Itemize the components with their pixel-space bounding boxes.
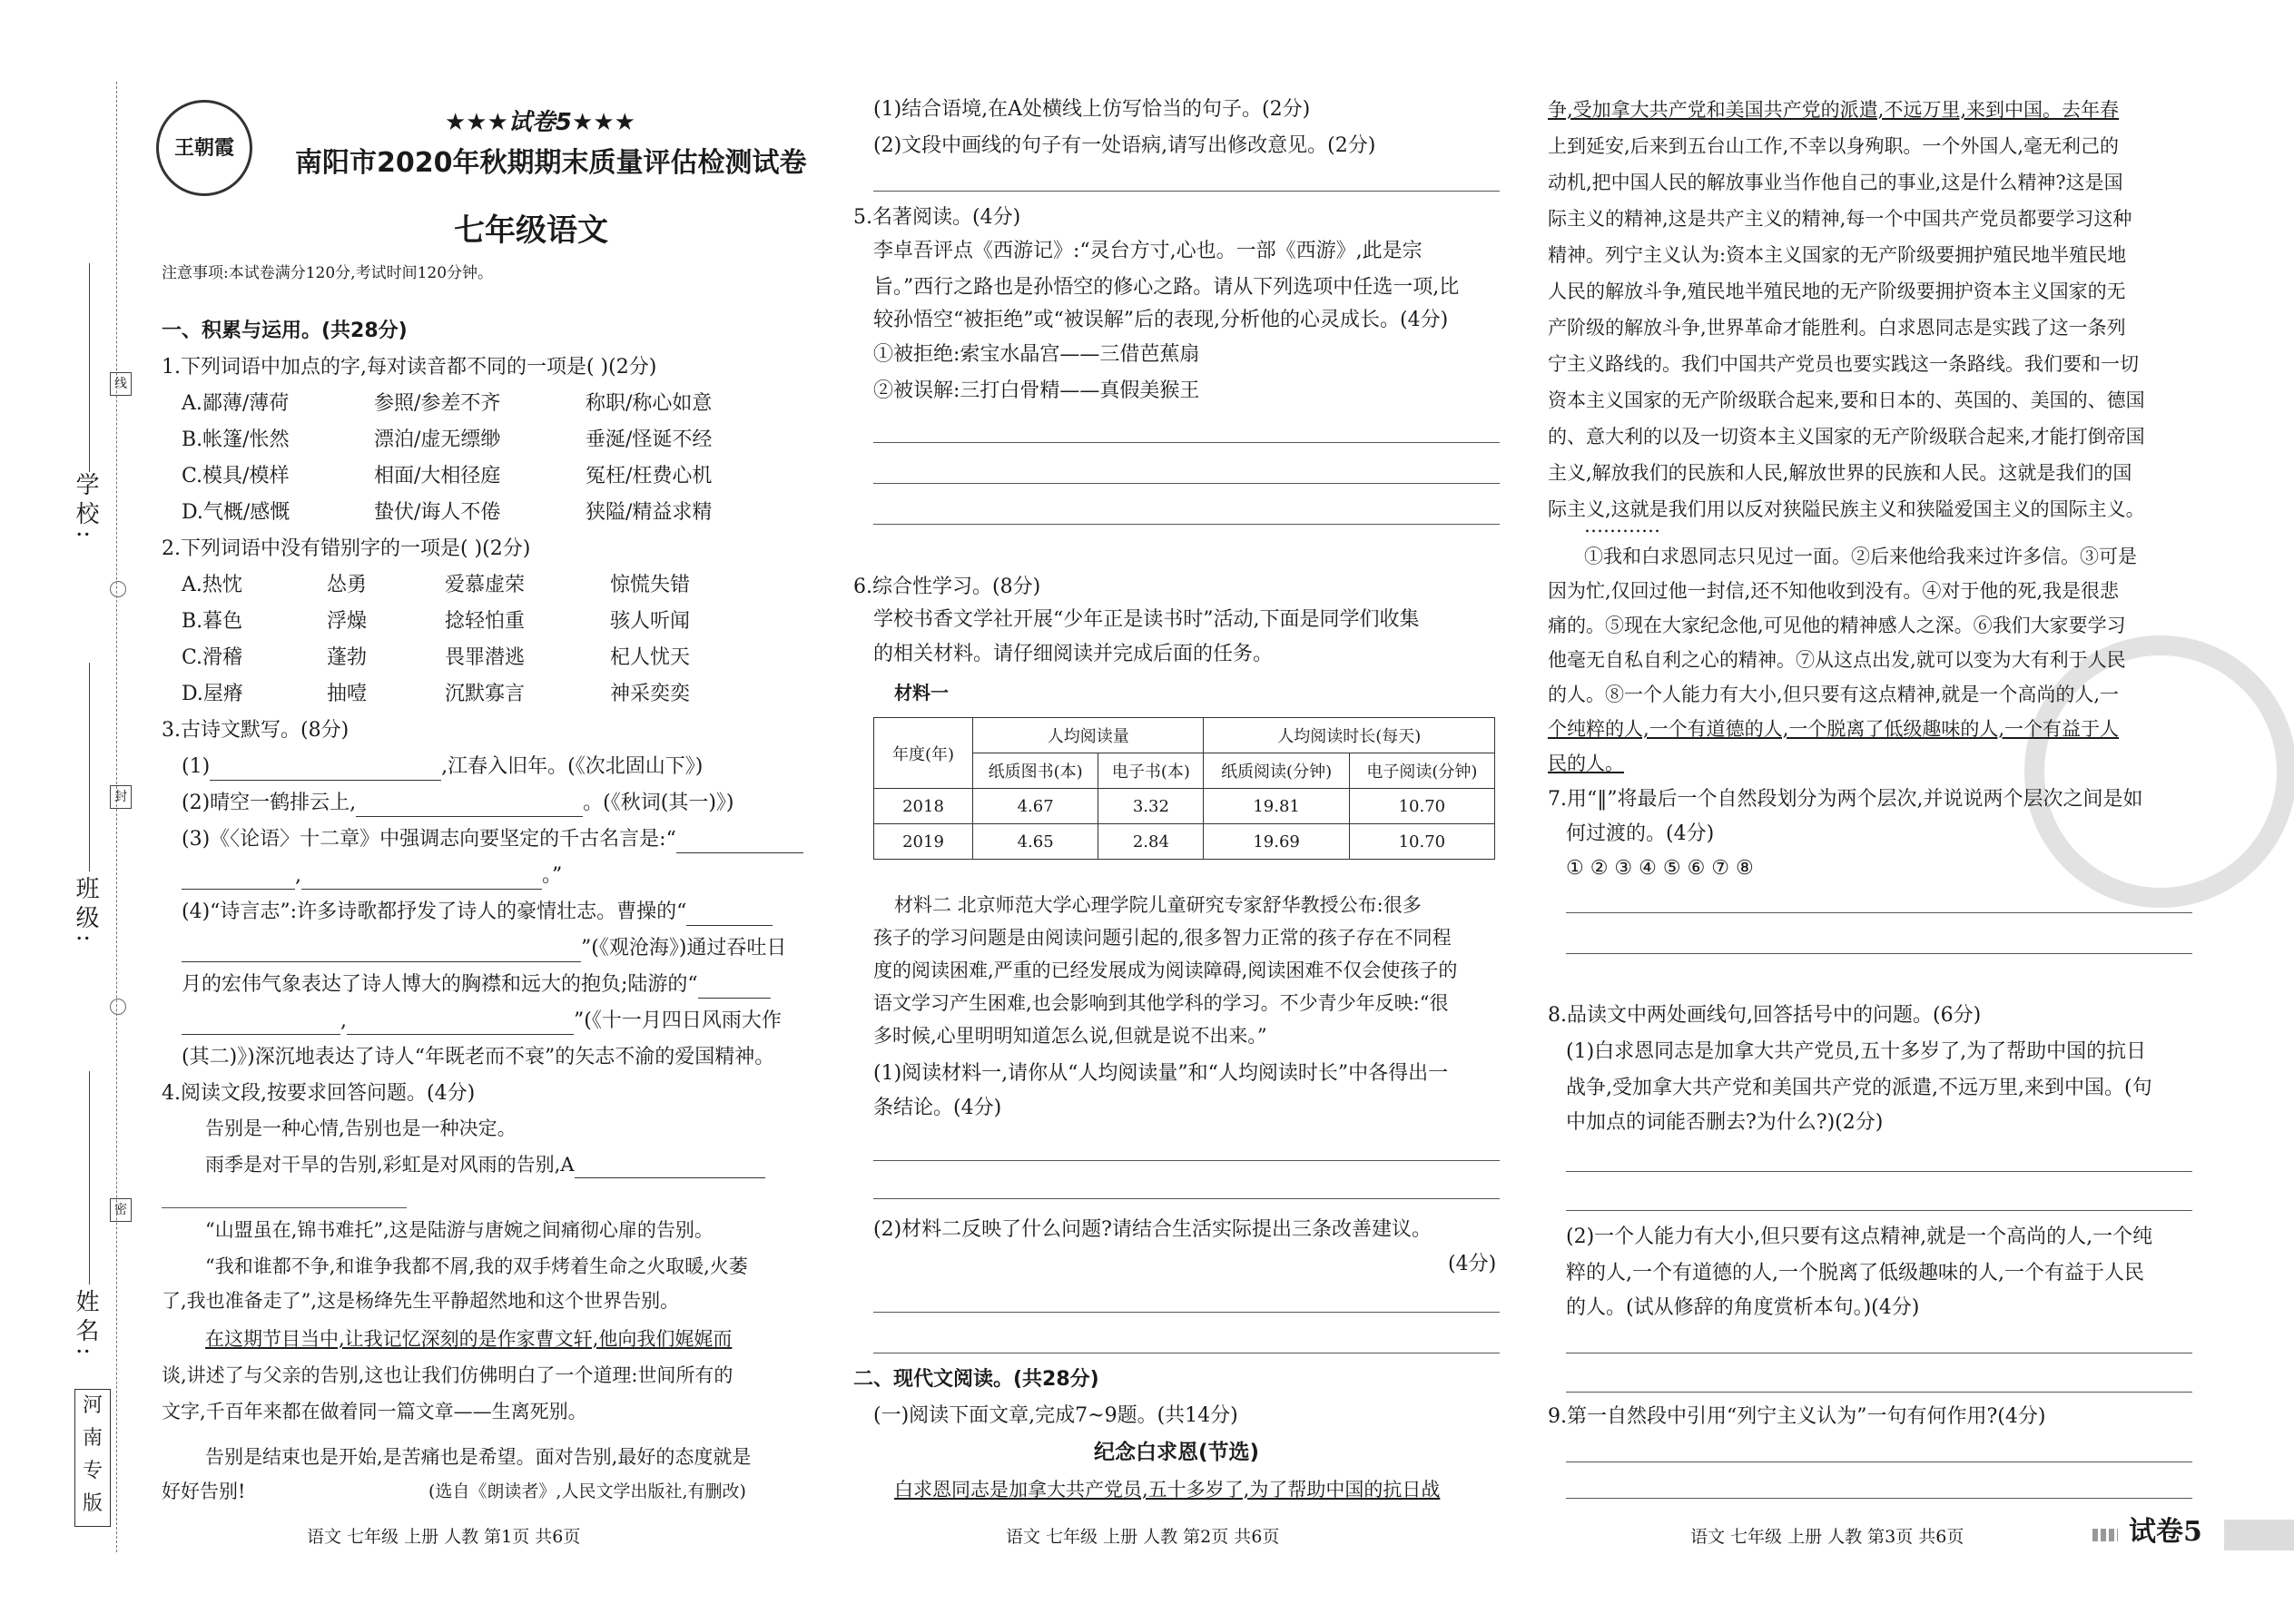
- logo: [156, 100, 252, 196]
- table-cell: 2018: [874, 789, 973, 824]
- q8-sub1: 中加点的词能否删去?为什么?)(2分): [1566, 1111, 1884, 1134]
- q4-para: “山盟虽在,锦书难托”,这是陆游与唐婉之间痛彻心扉的告别。: [205, 1219, 714, 1241]
- table-cell: 19.81: [1204, 789, 1349, 824]
- q4-source: (选自《朗读者》,人民文学出版社,有删改): [428, 1481, 746, 1501]
- q5-text: 旨。”西行之路也是孙悟空的修心之路。请从下列选项中任选一项,比: [873, 276, 1460, 299]
- name-label: 姓名:: [72, 1289, 99, 1361]
- q3-blank[interactable]: [698, 978, 771, 999]
- q9-stem: 9.第一自然段中引用“列宁主义认为”一句有何作用?(4分): [1548, 1405, 2046, 1428]
- essay-text: 的、意大利的以及一切资本主义国家的无产阶级联合起来,才能打倒帝国: [1548, 426, 2145, 448]
- q4-para: 文字,千百年来都在做着同一篇文章——生离死别。: [162, 1401, 587, 1422]
- school-field[interactable]: [89, 263, 90, 472]
- q3-text: (1): [182, 755, 211, 778]
- q4-para: 告别是一种心情,告别也是一种决定。: [205, 1117, 517, 1139]
- punch-hole: [110, 581, 126, 597]
- q6-text: 的相关材料。请仔细阅读并完成后面的任务。: [873, 643, 1274, 665]
- q2-opt: 蓬勃: [327, 646, 368, 669]
- q6-sub2-score: (4分): [1448, 1253, 1497, 1275]
- seal-mark: 封: [110, 785, 132, 809]
- section1-heading: 一、积累与运用。(共28分): [162, 320, 408, 342]
- essay-text: 精神。列宁主义认为:资本主义国家的无产阶级要拥护殖民地半殖民地: [1548, 244, 2127, 266]
- reading-data-table: [873, 717, 1495, 860]
- essay-text: ①我和白求恩同志只见过一面。②后来他给我来过许多信。③可是: [1584, 546, 2137, 567]
- essay-text: 宁主义路线的。我们中国共产党员也要实践这一条路线。我们要和一切: [1548, 353, 2139, 375]
- q4-sub1: (1)结合语境,在A处横线上仿写恰当的句子。(2分): [873, 98, 1311, 121]
- table-header-group: 人均阅读量: [973, 718, 1204, 753]
- q2-opt: 骇人听闻: [610, 610, 691, 633]
- q5-text: 较孙悟空“被拒绝”或“被误解”后的表现,分析他的心灵成长。(4分): [873, 309, 1449, 331]
- q3-line4f: (其二)》)深沉地表达了诗人“年既老而不衰”的矢志不渝的爱国精神。: [182, 1046, 775, 1068]
- q2-opt: 怂勇: [327, 574, 368, 596]
- q2-stem: 2.下列词语中没有错别字的一项是( )(2分): [162, 537, 531, 560]
- secret-mark: 密: [110, 1198, 132, 1222]
- page2-footer: 语文 七年级 上册 人教 第2页 共6页: [1006, 1527, 1280, 1547]
- essay-text: 主义,解放我们的民族和人民,解放世界的民族和人民。这就是我们的国: [1548, 462, 2132, 484]
- q2-opt: 惊慌失错: [610, 574, 691, 596]
- q3-blank[interactable]: [686, 905, 773, 926]
- material2-text: 材料二 北京师范大学心理学院儿童研究专家舒华教授公布:很多: [894, 894, 1422, 916]
- q3-text: ,: [340, 1009, 347, 1032]
- essay-text: 产阶级的解放斗争,世界革命才能胜利。白求恩同志是实践了这一条列: [1548, 317, 2126, 339]
- punch-hole: [110, 999, 126, 1015]
- essay-text: 他毫无自私自利之心的精神。⑦从这点出发,就可以变为大有利于人民: [1548, 649, 2126, 671]
- part1-heading: (一)阅读下面文章,完成7~9题。(共14分): [873, 1404, 1238, 1427]
- school-label: 学校:: [72, 472, 99, 544]
- table-row: [874, 824, 1495, 860]
- essay-ellipsis: …………: [1584, 515, 1660, 536]
- essay-title: 纪念白求恩(节选): [1094, 1441, 1260, 1464]
- answer-line[interactable]: [1566, 1392, 2192, 1393]
- q3-line4c: [182, 971, 771, 999]
- subject-title: 七年级语文: [454, 212, 608, 249]
- q3-text: (4)“诗言志”:许多诗歌都抒发了诗人的豪情壮志。曹操的“: [182, 901, 687, 923]
- q3-line4b: [182, 935, 786, 962]
- q1-opt: 垂涎/怪诞不经: [586, 428, 713, 451]
- q4-para: 告别是结束也是开始,是苦痛也是希望。面对告别,最好的态度就是: [205, 1446, 752, 1468]
- answer-line[interactable]: [1566, 953, 2192, 954]
- table-subheader: 纸质阅读(分钟): [1204, 753, 1349, 789]
- q1-opt: 参照/参差不齐: [374, 392, 501, 415]
- binding-margin: [0, 0, 127, 1624]
- q3-text: ”(《观沧海》)通过吞吐日: [581, 937, 787, 960]
- essay-text: 人民的解放斗争,殖民地半殖民地的无产阶级要拥护资本主义国家的无: [1548, 281, 2126, 302]
- essay-text: 因为忙,仅回过他一封信,还不知他收到没有。④对于他的死,我是很悲: [1548, 580, 2120, 602]
- q3-blank[interactable]: [182, 1014, 340, 1035]
- q3-stem: 3.古诗文默写。(8分): [162, 719, 350, 742]
- q2-opt: 浮燥: [327, 610, 368, 633]
- line-mark: 线: [110, 372, 132, 396]
- page3-footer: 语文 七年级 上册 人教 第3页 共6页: [1690, 1527, 1964, 1547]
- q3-blank[interactable]: [676, 832, 803, 853]
- material1-label: 材料一: [894, 682, 949, 704]
- q1-opt: 漂泊/虚无缥缈: [374, 428, 501, 451]
- q8-sub2: 粹的人,一个有道德的人,一个脱离了低级趣味的人,一个有益于人民: [1566, 1262, 2144, 1284]
- q1-stem: 1.下列词语中加点的字,每对读音都不同的一项是( )(2分): [162, 356, 657, 379]
- material2-text: 多时候,心里明明知道怎么说,但就是说不出来。”: [873, 1025, 1267, 1047]
- q2-opt: 神采奕奕: [610, 683, 691, 705]
- answer-line[interactable]: [873, 442, 1500, 443]
- section2-heading: 二、现代文阅读。(共28分): [853, 1368, 1099, 1391]
- q1-opt: 狭隘/精益求精: [586, 501, 713, 524]
- q6-text: 学校书香文学社开展“少年正是读书时”活动,下面是同学们收集: [873, 608, 1420, 631]
- edition-char: 版: [82, 1492, 103, 1515]
- q4-stem: 4.阅读文段,按要求回答问题。(4分): [162, 1082, 476, 1105]
- q2-opt: A.热忱: [182, 574, 242, 596]
- badge-deco: [2092, 1529, 2118, 1541]
- material2-text: 度的阅读困难,严重的已经发展成为阅读障碍,阅读困难不仅会使孩子的: [873, 960, 1458, 981]
- table-row: [874, 789, 1495, 824]
- q3-line3: [182, 826, 803, 853]
- q4-blank-a[interactable]: [575, 1157, 765, 1178]
- notice: 注意事项:本试卷满分120分,考试时间120分钟。: [162, 264, 494, 282]
- q3-text: 月的宏伟气象表达了诗人博大的胸襟和远大的抱负;陆游的“: [182, 973, 698, 996]
- q3-blank[interactable]: [347, 1014, 574, 1035]
- q6-sub2: (2)材料二反映了什么问题?请结合生活实际提出三条改善建议。: [873, 1218, 1432, 1241]
- q6-sub1: (1)阅读材料一,请你从“人均阅读量”和“人均阅读时长”中各得出一: [873, 1062, 1449, 1085]
- q1-opt: 蛰伏/诲人不倦: [374, 501, 501, 524]
- class-label: 班级:: [72, 876, 99, 948]
- answer-line[interactable]: [873, 1160, 1500, 1161]
- table-cell: 10.70: [1349, 789, 1494, 824]
- essay-text: 痛的。⑤现在大家纪念他,可见他的精神感人之深。⑥我们大家要学习: [1548, 615, 2126, 636]
- q8-sub1: (1)白求恩同志是加拿大共产党员,五十多岁了,为了帮助中国的抗日: [1566, 1040, 2147, 1063]
- q6-sub1: 条结论。(4分): [873, 1097, 1002, 1119]
- q1-opt: 称职/称心如意: [586, 392, 713, 415]
- q3-text: ,江春入旧年。(《次北固山下》): [441, 755, 704, 778]
- table-cell: 4.67: [973, 789, 1098, 824]
- exam-title: 南阳市2020年秋期期末质量评估检测试卷: [295, 147, 807, 179]
- q2-opt: B.暮色: [182, 610, 243, 633]
- q2-opt: 杞人忧天: [610, 646, 691, 669]
- q7-numbers: ① ② ③ ④ ⑤ ⑥ ⑦ ⑧: [1566, 857, 1754, 880]
- table-cell: 19.69: [1204, 824, 1349, 860]
- binding-dash-line: [116, 82, 117, 1552]
- essay-underlined: 争,受加拿大共产党和美国共产党的派遣,不远万里,来到中国。去年春: [1548, 99, 2120, 121]
- essay-underlined: 白求恩同志是加拿大共产党员,五十多岁了,为了帮助中国的抗日战: [894, 1479, 1441, 1501]
- material2-text: 孩子的学习问题是由阅读问题引起的,很多智力正常的孩子存在不同程: [873, 927, 1452, 949]
- essay-underlined: 个纯粹的人,一个有道德的人,一个脱离了低级趣味的人,一个有益于人: [1548, 718, 2120, 740]
- edition-char: 河: [82, 1394, 103, 1417]
- table-header-group: 人均阅读时长(每天): [1204, 718, 1495, 753]
- q3-line1: [182, 753, 703, 781]
- q2-opt: 捻轻怕重: [445, 610, 526, 633]
- table-subheader: 电子书(本): [1098, 753, 1204, 789]
- answer-line[interactable]: [873, 1198, 1500, 1199]
- q3-blank[interactable]: [182, 941, 581, 962]
- q2-opt: 爱慕虚荣: [445, 574, 526, 596]
- q7-stem: 7.用“‖”将最后一个自然段划分为两个层次,并说说两个层次之间是如: [1548, 788, 2143, 811]
- q4-blank-a-cont[interactable]: [162, 1207, 407, 1208]
- q3-text: 。(《秋词(其一)》): [583, 792, 734, 814]
- q1-opt: 相面/大相径庭: [374, 465, 501, 487]
- logo-text: 王朝霞: [173, 136, 234, 160]
- answer-line[interactable]: [1566, 912, 2192, 913]
- edition-char: 专: [82, 1460, 103, 1482]
- q2-opt: 沉默寡言: [445, 683, 526, 705]
- page1-footer: 语文 七年级 上册 人教 第1页 共6页: [307, 1527, 581, 1547]
- badge-bar: [2224, 1520, 2294, 1550]
- table-cell: 10.70: [1349, 824, 1494, 860]
- q6-stem: 6.综合性学习。(8分): [853, 576, 1041, 598]
- q5-option: ②被误解:三打白骨精——真假美猴王: [873, 379, 1200, 402]
- q8-stem: 8.品读文中两处画线句,回答括号中的问题。(6分): [1548, 1004, 1982, 1027]
- q3-line4: [182, 899, 773, 926]
- q5-text: 李卓吾评点《西游记》:“灵台方寸,心也。一部《西游》,此是宗: [873, 240, 1423, 262]
- q3-text: (2)晴空一鹤排云上,: [182, 792, 357, 814]
- q3-blank[interactable]: [210, 760, 441, 781]
- name-field[interactable]: [89, 1071, 90, 1284]
- q3-line2: [182, 790, 734, 817]
- paper-badge: 试卷5: [2129, 1516, 2202, 1548]
- q3-text: (3)《〈论语〉十二章》中强调志向要坚定的千古名言是:“: [182, 828, 676, 851]
- q3-blank[interactable]: [182, 869, 295, 890]
- q4-underlined: 在这期节目当中,让我记忆深刻的是作家曹文轩,他向我们娓娓而: [205, 1328, 733, 1350]
- answer-line[interactable]: [873, 191, 1500, 192]
- material2-text: 语文学习产生困难,也会影响到其他学科的学习。不少青少年反映:“很: [873, 992, 1449, 1014]
- table-cell: 2.84: [1098, 824, 1204, 860]
- table-subheader: 纸质图书(本): [973, 753, 1098, 789]
- q4-para: “我和谁都不争,和谁争我都不屑,我的双手烤着生命之火取暖,火萎: [205, 1255, 748, 1277]
- table-header-year: 年度(年): [874, 718, 973, 789]
- edition-char: 南: [82, 1427, 103, 1450]
- answer-line[interactable]: [1566, 1171, 2192, 1172]
- q4-text: 雨季是对干旱的告别,彩虹是对风雨的告别,A: [205, 1154, 575, 1176]
- q1-opt: 冤枉/枉费心机: [586, 465, 713, 487]
- q2-opt: D.屋瘠: [182, 683, 243, 705]
- essay-text: 动机,把中国人民的解放事业当作他自己的事业,这是什么精神?这是国: [1548, 172, 2123, 193]
- q3-line4d: [182, 1008, 782, 1035]
- q4-para: 了,我也准备走了”,这是杨绛先生平静超然地和这个世界告别。: [162, 1290, 680, 1312]
- watermark-seal: [2024, 635, 2294, 908]
- q5-stem: 5.名著阅读。(4分): [853, 206, 1021, 229]
- q3-text: ,: [295, 864, 301, 887]
- q1-opt: C.模具/模样: [182, 465, 290, 487]
- edition-box: [74, 1389, 111, 1527]
- table-cell: 4.65: [973, 824, 1098, 860]
- essay-text: 际主义的精神,这是共产主义的精神,每一个中国共产党员都要学习这种: [1548, 208, 2132, 230]
- paper-number: ★★★试卷5★★★: [445, 109, 635, 136]
- q3-blank[interactable]: [356, 796, 583, 817]
- q3-blank[interactable]: [301, 869, 542, 890]
- q8-sub2: 的人。(试从修辞的角度赏析本句。)(4分): [1566, 1296, 1920, 1319]
- q3-line3b: [182, 862, 562, 890]
- essay-text: 的人。⑧一个人能力有大小,但只要有这点精神,就是一个高尚的人,一: [1548, 684, 2120, 705]
- q4-para: 好好告别!: [162, 1481, 246, 1502]
- q4-para: 谈,讲述了与父亲的告别,这也让我们仿佛明白了一个道理:世间所有的: [162, 1364, 733, 1386]
- essay-text: 上到延安,后来到五台山工作,不幸以身殉职。一个外国人,毫无利己的: [1548, 135, 2120, 157]
- answer-line[interactable]: [873, 1312, 1500, 1313]
- q4-para: [205, 1151, 765, 1178]
- q2-opt: 畏罪潜逃: [445, 646, 526, 669]
- q1-opt: A.鄙薄/薄荷: [182, 392, 290, 415]
- answer-line[interactable]: [1566, 1210, 2192, 1211]
- answer-line[interactable]: [1566, 1498, 2192, 1499]
- answer-line[interactable]: [873, 524, 1500, 525]
- q2-opt: C.滑稽: [182, 646, 243, 669]
- q1-opt: B.帐篷/怅然: [182, 428, 290, 451]
- table-cell: 2019: [874, 824, 973, 860]
- q8-sub2: (2)一个人能力有大小,但只要有这点精神,就是一个高尚的人,一个纯: [1566, 1225, 2153, 1248]
- table-subheader: 电子阅读(分钟): [1349, 753, 1494, 789]
- q2-opt: 抽噎: [327, 683, 368, 705]
- q4-sub2: (2)文段中画线的句子有一处语病,请写出修改意见。(2分): [873, 134, 1376, 157]
- q3-text: ”(《十一月四日风雨大作: [574, 1009, 782, 1032]
- q7-stem: 何过渡的。(4分): [1566, 822, 1715, 845]
- class-field[interactable]: [89, 663, 90, 871]
- essay-text: 资本主义国家的无产阶级联合起来,要和日本的、英国的、美国的、德国: [1548, 389, 2145, 411]
- essay-text: 际主义,这就是我们用以反对狭隘民族主义和狭隘爱国主义的国际主义。: [1548, 498, 2145, 520]
- q1-opt: D.气概/感慨: [182, 501, 290, 524]
- answer-line[interactable]: [873, 483, 1500, 484]
- q5-option: ①被拒绝:索宝水晶宫——三借芭蕉扇: [873, 343, 1200, 366]
- essay-underlined: 民的人。: [1548, 753, 1624, 774]
- table-cell: 3.32: [1098, 789, 1204, 824]
- q8-sub1: 战争,受加拿大共产党和美国共产党的派遣,不远万里,来到中国。(句: [1566, 1077, 2152, 1099]
- q3-text: 。”: [542, 864, 563, 887]
